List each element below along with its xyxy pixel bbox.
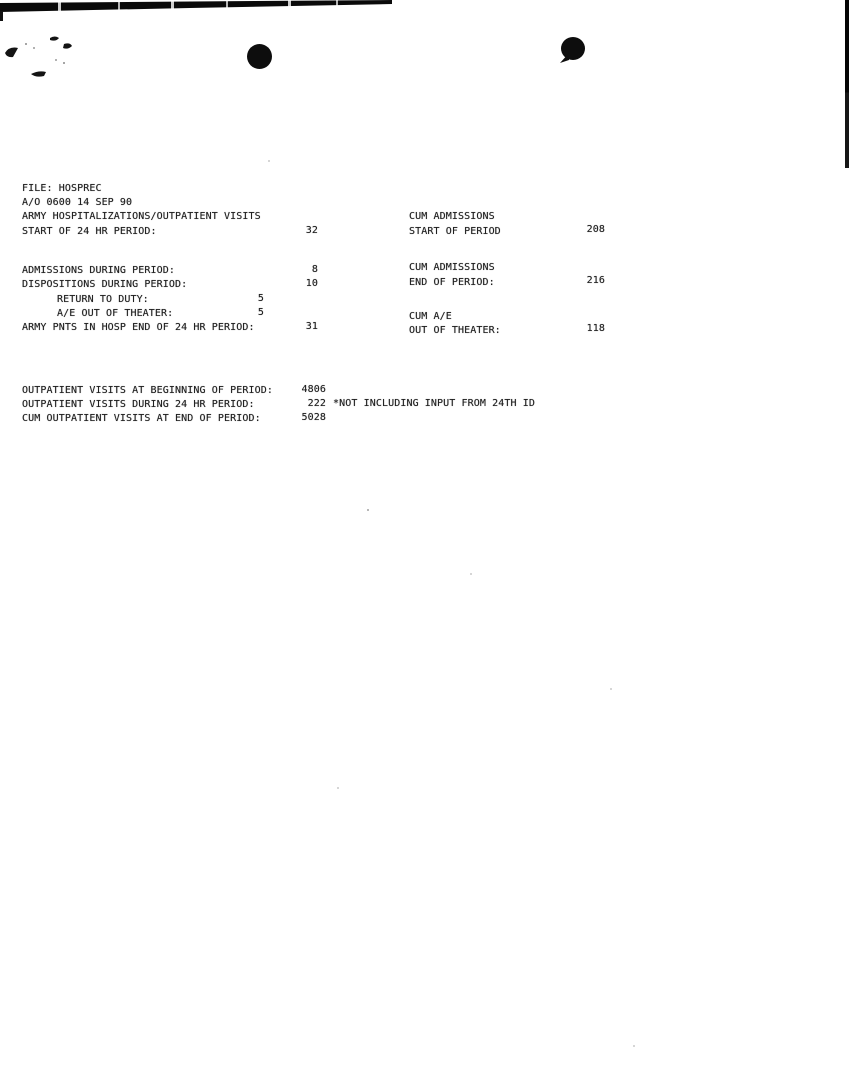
outpatient-end-value: 5028 (301, 412, 326, 423)
outpatient-during-label: OUTPATIENT VISITS DURING 24 HR PERIOD: (22, 399, 255, 410)
report-title-line: ARMY HOSPITALIZATIONS/OUTPATIENT VISITS (22, 211, 261, 222)
scan-edge-artifact-top (0, 0, 392, 14)
cum-admissions-start-value: 208 (586, 224, 605, 235)
scan-edge-tick (0, 11, 3, 21)
cum-admissions-end-label2: END OF PERIOD: (409, 277, 495, 288)
cum-admissions-start-label2: START OF PERIOD (409, 226, 501, 237)
outpatient-during-note: *NOT INCLUDING INPUT FROM 24TH ID (333, 398, 535, 409)
return-to-duty-value: 5 (257, 293, 264, 304)
file-name-line: FILE: HOSPREC (22, 183, 102, 194)
ae-out-of-theater-value: 5 (257, 307, 264, 318)
return-to-duty-label: RETURN TO DUTY: (57, 294, 149, 305)
outpatient-beginning-value: 4806 (301, 384, 326, 395)
cum-admissions-end-value: 216 (586, 275, 605, 286)
hole-punch-dot-left (247, 44, 272, 69)
army-pnts-end-of-period-value: 31 (305, 321, 318, 332)
ink-blot-tail (560, 53, 569, 63)
cum-admissions-start-label1: CUM ADMISSIONS (409, 211, 495, 222)
start-of-period-label: START OF 24 HR PERIOD: (22, 226, 157, 237)
cum-admissions-end-label1: CUM ADMISSIONS (409, 262, 495, 273)
outpatient-beginning-label: OUTPATIENT VISITS AT BEGINNING OF PERIOD: (22, 385, 273, 396)
pen-scribble-marks (4, 36, 84, 88)
hole-punch-dot-right (561, 37, 585, 60)
admissions-during-period-value: 8 (311, 264, 318, 275)
asof-datetime-line: A/O 0600 14 SEP 90 (22, 197, 133, 208)
admissions-during-period-label: ADMISSIONS DURING PERIOD: (22, 265, 176, 276)
outpatient-during-value: 222 (307, 398, 326, 409)
dispositions-during-period-value: 10 (305, 278, 318, 289)
outpatient-end-label: CUM OUTPATIENT VISITS AT END OF PERIOD: (22, 413, 261, 424)
cum-ae-value: 118 (586, 323, 605, 334)
army-pnts-end-of-period-label: ARMY PNTS IN HOSP END OF 24 HR PERIOD: (22, 322, 255, 333)
ae-out-of-theater-label: A/E OUT OF THEATER: (57, 308, 174, 319)
cum-ae-label1: CUM A/E (409, 311, 452, 322)
start-of-period-value: 32 (305, 225, 318, 236)
dispositions-during-period-label: DISPOSITIONS DURING PERIOD: (22, 279, 188, 290)
scan-edge-line-right (845, 0, 849, 168)
cum-ae-label2: OUT OF THEATER: (409, 325, 501, 336)
